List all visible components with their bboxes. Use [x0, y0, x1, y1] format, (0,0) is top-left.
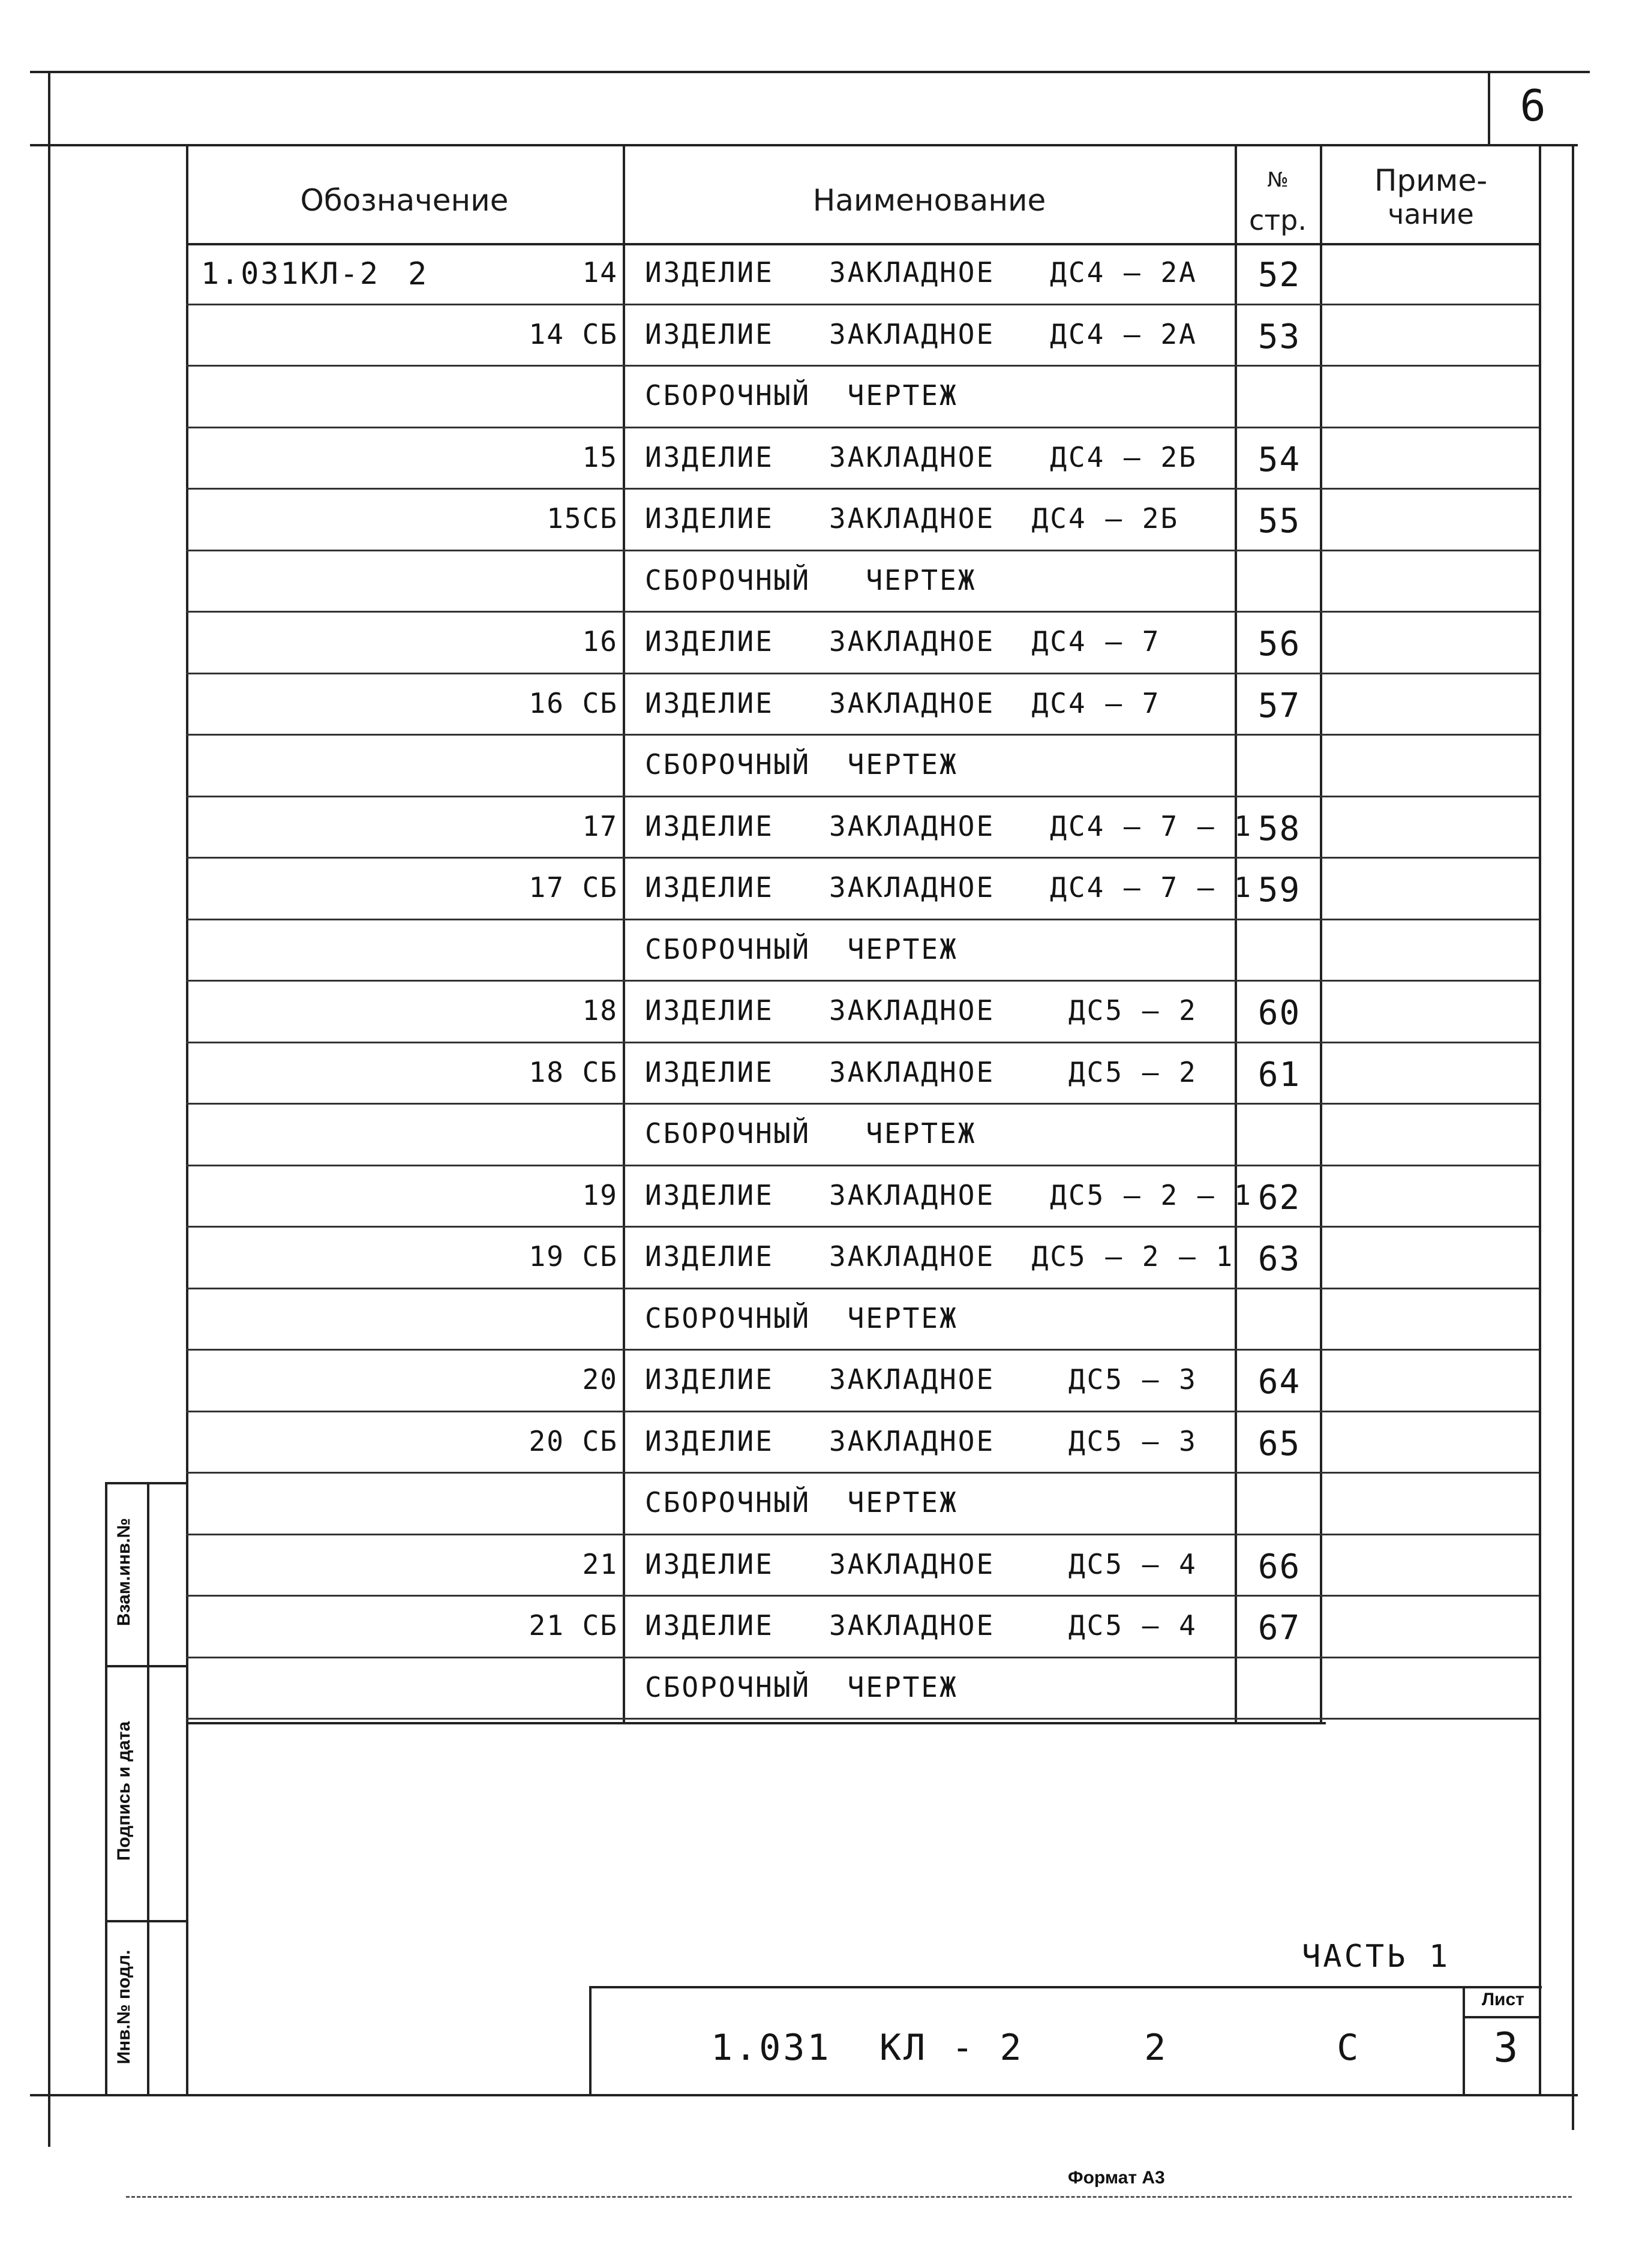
top-border-line	[30, 71, 1590, 73]
item-name: ИЗДЕЛИЕ ЗАКЛАДНОЕ ДС4 – 2А	[645, 317, 1197, 350]
corner-box-left	[1488, 71, 1490, 145]
designation-sheet: 15СБ	[547, 502, 618, 535]
page-number: 53	[1257, 317, 1301, 356]
sheet-number: 3	[1493, 2024, 1518, 2072]
stamp-original-inv: Инв.№ подл.	[114, 1949, 134, 2065]
table-row	[0, 551, 1630, 613]
title-block-sheet-label-line	[1463, 2016, 1541, 2018]
table-row	[0, 428, 1630, 490]
page-number: 55	[1257, 502, 1301, 541]
designation-sheet: 15	[582, 440, 618, 473]
designation-doc: 1.031КЛ-2	[201, 256, 380, 291]
item-name: ИЗДЕЛИЕ ЗАКЛАДНОЕ ДС4 – 2Б	[645, 502, 1179, 535]
bottom-border-line	[30, 2094, 1578, 2096]
table-row	[0, 1166, 1630, 1228]
page-number: 63	[1257, 1240, 1301, 1279]
item-name: ИЗДЕЛИЕ ЗАКЛАДНОЕ ДС4 – 7	[645, 686, 1161, 719]
designation-sheet: 14	[582, 256, 618, 289]
page-number: 60	[1257, 994, 1301, 1033]
table-row	[0, 1227, 1630, 1289]
page-number: 59	[1257, 871, 1301, 910]
format-label: Формат А3	[1068, 2168, 1165, 2188]
table-row	[0, 858, 1630, 920]
designation-sheet: 18 СБ	[529, 1055, 618, 1088]
item-name: СБОРОЧНЫЙ ЧЕРТЕЖ	[645, 1486, 958, 1519]
designation-sheet: 17 СБ	[529, 871, 618, 904]
designation-sheet: 14 СБ	[529, 317, 618, 350]
page-number: 61	[1257, 1055, 1301, 1094]
item-name: ИЗДЕЛИЕ ЗАКЛАДНОЕ ДС4 – 7	[645, 625, 1161, 658]
page-number: 57	[1257, 686, 1301, 725]
header-page-no-symbol: №	[1267, 168, 1289, 192]
item-name: СБОРОЧНЫЙ ЧЕРТЕЖ	[645, 1670, 958, 1703]
page-number: 58	[1257, 809, 1301, 848]
designation-sheet: 21 СБ	[529, 1609, 618, 1642]
header-note-line2: чание	[1388, 198, 1474, 230]
item-name: ИЗДЕЛИЕ ЗАКЛАДНОЕ ДС4 – 2А	[645, 256, 1197, 289]
table-row	[0, 305, 1630, 367]
page-number: 67	[1257, 1609, 1301, 1648]
item-name: СБОРОЧНЫЙ ЧЕРТЕЖ	[645, 1301, 958, 1334]
item-name: СБОРОЧНЫЙ ЧЕРТЕЖ	[645, 748, 958, 781]
row-divider	[186, 1718, 1539, 1720]
item-name: СБОРОЧНЫЙ ЧЕРТЕЖ	[645, 563, 977, 596]
item-name: ИЗДЕЛИЕ ЗАКЛАДНОЕ ДС4 – 2Б	[645, 440, 1197, 473]
table-bottom-line	[186, 1722, 1326, 1724]
page-number: 52	[1257, 256, 1301, 295]
page-number: 54	[1257, 440, 1301, 479]
table-row	[0, 920, 1630, 982]
designation-sheet: 20	[582, 1363, 618, 1396]
part-label: ЧАСТЬ 1	[1302, 1939, 1451, 1975]
document-code: 1.031 КЛ - 2 2 С	[711, 2027, 1361, 2069]
table-row	[0, 981, 1630, 1043]
item-name: ИЗДЕЛИЕ ЗАКЛАДНОЕ ДС5 – 2	[645, 994, 1197, 1027]
table-row	[0, 1289, 1630, 1351]
designation-sheet: 20 СБ	[529, 1424, 618, 1457]
header-note-line1: Приме-	[1374, 163, 1488, 198]
item-name: ИЗДЕЛИЕ ЗАКЛАДНОЕ ДС4 – 7 – 1	[645, 871, 1253, 904]
format-line	[126, 2196, 1572, 2198]
table-row	[0, 1535, 1630, 1597]
table-row	[0, 366, 1630, 428]
page-number: 66	[1257, 1547, 1301, 1586]
corner-sheet-number: 6	[1520, 80, 1546, 131]
table-row	[0, 489, 1630, 551]
item-name: ИЗДЕЛИЕ ЗАКЛАДНОЕ ДС5 – 4	[645, 1547, 1197, 1580]
item-name: СБОРОЧНЫЙ ЧЕРТЕЖ	[645, 932, 958, 965]
table-row	[0, 1596, 1630, 1658]
page-number: 62	[1257, 1178, 1301, 1217]
page-number: 65	[1257, 1424, 1301, 1463]
item-name: ИЗДЕЛИЕ ЗАКЛАДНОЕ ДС5 – 2 – 1	[645, 1178, 1253, 1211]
designation-sheet: 17	[582, 809, 618, 842]
item-name: ИЗДЕЛИЕ ЗАКЛАДНОЕ ДС5 – 2 – 1	[645, 1240, 1235, 1273]
table-row	[0, 1104, 1630, 1166]
header-name: Наименование	[812, 183, 1046, 218]
designation-sheet: 16	[582, 625, 618, 658]
designation-sheet: 21	[582, 1547, 618, 1580]
stamp-signature-date: Подпись и дата	[114, 1721, 134, 1861]
table-row	[0, 797, 1630, 859]
table-row	[0, 1473, 1630, 1535]
item-name: ИЗДЕЛИЕ ЗАКЛАДНОЕ ДС5 – 2	[645, 1055, 1197, 1088]
stamp-mid-line	[147, 1482, 149, 2094]
item-name: ИЗДЕЛИЕ ЗАКЛАДНОЕ ДС5 – 3	[645, 1424, 1197, 1457]
stamp-divider-1	[105, 1665, 186, 1667]
item-name: ИЗДЕЛИЕ ЗАКЛАДНОЕ ДС5 – 3	[645, 1363, 1197, 1396]
stamp-inner-line	[105, 1482, 107, 2094]
table-row	[0, 1412, 1630, 1474]
item-name: СБОРОЧНЫЙ ЧЕРТЕЖ	[645, 379, 958, 412]
page-number: 56	[1257, 625, 1301, 664]
table-row	[0, 1350, 1630, 1412]
title-block-top	[589, 1986, 1542, 1988]
designation-issue: 2	[408, 256, 427, 292]
item-name: СБОРОЧНЫЙ ЧЕРТЕЖ	[645, 1117, 977, 1150]
designation-sheet: 16 СБ	[529, 686, 618, 719]
title-block-left	[589, 1986, 592, 2094]
item-name: ИЗДЕЛИЕ ЗАКЛАДНОЕ ДС5 – 4	[645, 1609, 1197, 1642]
table-row	[0, 735, 1630, 797]
header-top-line	[30, 144, 1578, 146]
page-number: 64	[1257, 1363, 1301, 1402]
table-row	[0, 674, 1630, 736]
sheet-label: Лист	[1482, 1990, 1524, 2009]
designation-sheet: 18	[582, 994, 618, 1027]
designation-sheet: 19	[582, 1178, 618, 1211]
table-row	[0, 1658, 1630, 1720]
table-row	[0, 612, 1630, 674]
table-row	[0, 243, 1630, 305]
table-row	[0, 1043, 1630, 1105]
designation-sheet: 19 СБ	[529, 1240, 618, 1273]
header-designation: Обозначение	[300, 183, 509, 218]
stamp-replaced-inv: Взам.инв.№	[114, 1517, 134, 1627]
title-block-sheet-divider	[1463, 1986, 1465, 2094]
header-page-no-label: стр.	[1249, 204, 1307, 236]
item-name: ИЗДЕЛИЕ ЗАКЛАДНОЕ ДС4 – 7 – 1	[645, 809, 1253, 842]
